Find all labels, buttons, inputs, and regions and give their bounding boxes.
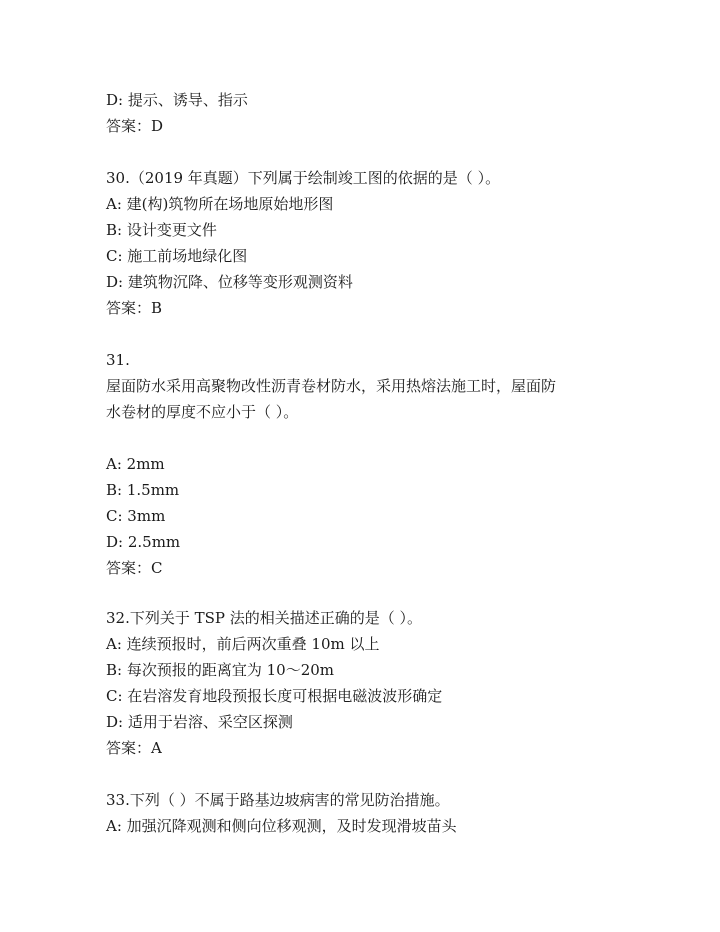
q31-stem-line1: 屋面防水采用高聚物改性沥青卷材防水，采用热熔法施工时，屋面防 bbox=[106, 377, 557, 395]
q30-option-a: A: 建(构)筑物所在场地原始地形图 bbox=[106, 195, 334, 213]
q32-option-c: C: 在岩溶发育地段预报长度可根据电磁波波形确定 bbox=[106, 687, 443, 705]
q30-option-c: C: 施工前场地绿化图 bbox=[106, 247, 248, 265]
q31-answer: 答案：C bbox=[106, 559, 163, 577]
q33-stem: 33.下列（ ）不属于路基边坡病害的常见防治措施。 bbox=[106, 791, 450, 809]
q32-option-d: D: 适用于岩溶、采空区探测 bbox=[106, 713, 293, 731]
q32-option-b: B: 每次预报的距离宜为 10～20m bbox=[106, 661, 335, 679]
q29-option-d: D: 提示、诱导、指示 bbox=[106, 91, 248, 109]
q30-stem: 30.（2019 年真题）下列属于绘制竣工图的依据的是（ ）。 bbox=[106, 169, 501, 187]
q31-number: 31. bbox=[106, 351, 130, 369]
q30-option-b: B: 设计变更文件 bbox=[106, 221, 217, 239]
q33-option-a: A: 加强沉降观测和侧向位移观测，及时发现滑坡苗头 bbox=[106, 817, 457, 835]
q31-option-a: A: 2mm bbox=[106, 455, 165, 473]
q30-answer: 答案：B bbox=[106, 299, 163, 317]
q31-stem-line2: 水卷材的厚度不应小于（ ）。 bbox=[106, 403, 299, 421]
q32-stem: 32.下列关于 TSP 法的相关描述正确的是（ ）。 bbox=[106, 609, 423, 627]
q29-answer: 答案：D bbox=[106, 117, 164, 135]
q30-option-d: D: 建筑物沉降、位移等变形观测资料 bbox=[106, 273, 353, 291]
q31-option-b: B: 1.5mm bbox=[106, 481, 180, 499]
q31-option-c: C: 3mm bbox=[106, 507, 166, 525]
q31-option-d: D: 2.5mm bbox=[106, 533, 181, 551]
q32-option-a: A: 连续预报时，前后两次重叠 10m 以上 bbox=[106, 635, 380, 653]
q32-answer: 答案：A bbox=[106, 739, 162, 757]
